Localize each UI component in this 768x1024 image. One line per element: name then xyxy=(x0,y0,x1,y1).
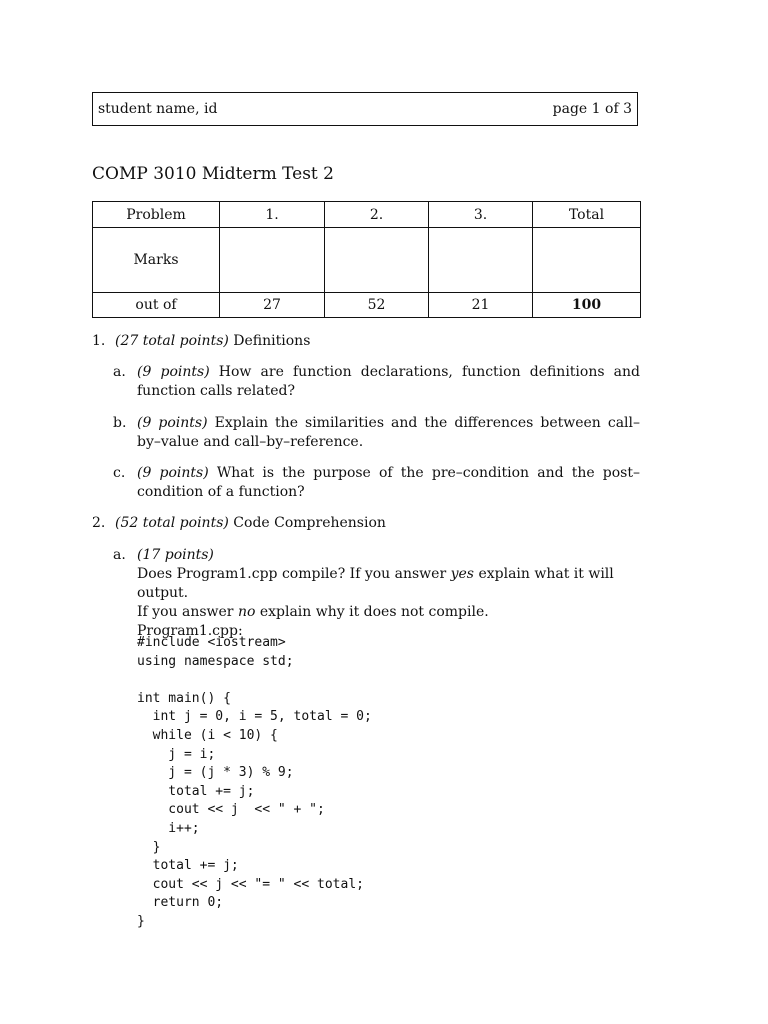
question-topic: Definitions xyxy=(233,333,311,349)
program-filename: Program1.cpp: xyxy=(137,623,243,639)
outof-label: out of xyxy=(93,293,220,318)
outof-cell: 21 xyxy=(429,293,533,318)
part-points: (9 points) xyxy=(137,415,208,431)
marks-row-label: Marks xyxy=(93,228,220,293)
part-points: (9 points) xyxy=(137,364,210,380)
table-header-row xyxy=(93,202,641,228)
page-number: page 1 of 3 xyxy=(552,101,632,117)
marks-cell xyxy=(325,228,429,293)
question-1a xyxy=(113,363,640,401)
question-topic: Code Comprehension xyxy=(233,515,386,531)
marks-cell xyxy=(429,228,533,293)
question-number: 2. xyxy=(92,515,106,531)
student-header-box xyxy=(92,92,638,126)
part-line-2: If you answer no explain why it does not compile. xyxy=(137,604,489,620)
marks-cell xyxy=(533,228,641,293)
part-text: What is the purpose of the pre–condition and the post–condition of a function? xyxy=(137,465,640,500)
marks-row xyxy=(93,228,641,293)
part-label: b. xyxy=(113,415,127,431)
part-label: c. xyxy=(113,465,126,481)
outof-cell: 27 xyxy=(220,293,325,318)
part-label: a. xyxy=(113,547,126,563)
table-header-cell: 1. xyxy=(220,202,325,228)
code-listing: #include <iostream> using namespace std; int main() { int j = 0, i = 5, total = 0; while (i < 10) { j = i; j = (j * 3) % 9; total += j; cout << j << " + "; i++; } total += j; cout << j << "= " << total; return 0; } xyxy=(137,635,372,929)
table-header-cell: 3. xyxy=(429,202,533,228)
table-header-cell: Total xyxy=(533,202,641,228)
outof-total: 100 xyxy=(533,293,641,318)
table-header-cell: Problem xyxy=(93,202,220,228)
part-points: (9 points) xyxy=(137,465,209,481)
part-label: a. xyxy=(113,364,126,380)
question-number: 1. xyxy=(92,333,106,349)
part-text: Explain the similarities and the differences between call–by–value and call–by–reference. xyxy=(137,415,641,450)
question-1b xyxy=(113,414,640,452)
question-points: (52 total points) xyxy=(115,515,229,531)
question-2a xyxy=(113,546,640,641)
page-title: COMP 3010 Midterm Test 2 xyxy=(92,164,334,184)
outof-cell: 52 xyxy=(325,293,429,318)
outof-row xyxy=(93,293,641,318)
part-line-1: Does Program1.cpp compile? If you answer yes explain what it will output. xyxy=(137,566,614,601)
student-name-label: student name, id xyxy=(98,101,218,117)
marks-cell xyxy=(220,228,325,293)
part-text: How are function declarations, function definitions and function calls related? xyxy=(137,364,640,399)
question-1c xyxy=(113,464,640,502)
table-header-cell: 2. xyxy=(325,202,429,228)
marks-table xyxy=(92,201,641,318)
part-points: (17 points) xyxy=(137,547,214,563)
question-points: (27 total points) xyxy=(115,333,229,349)
